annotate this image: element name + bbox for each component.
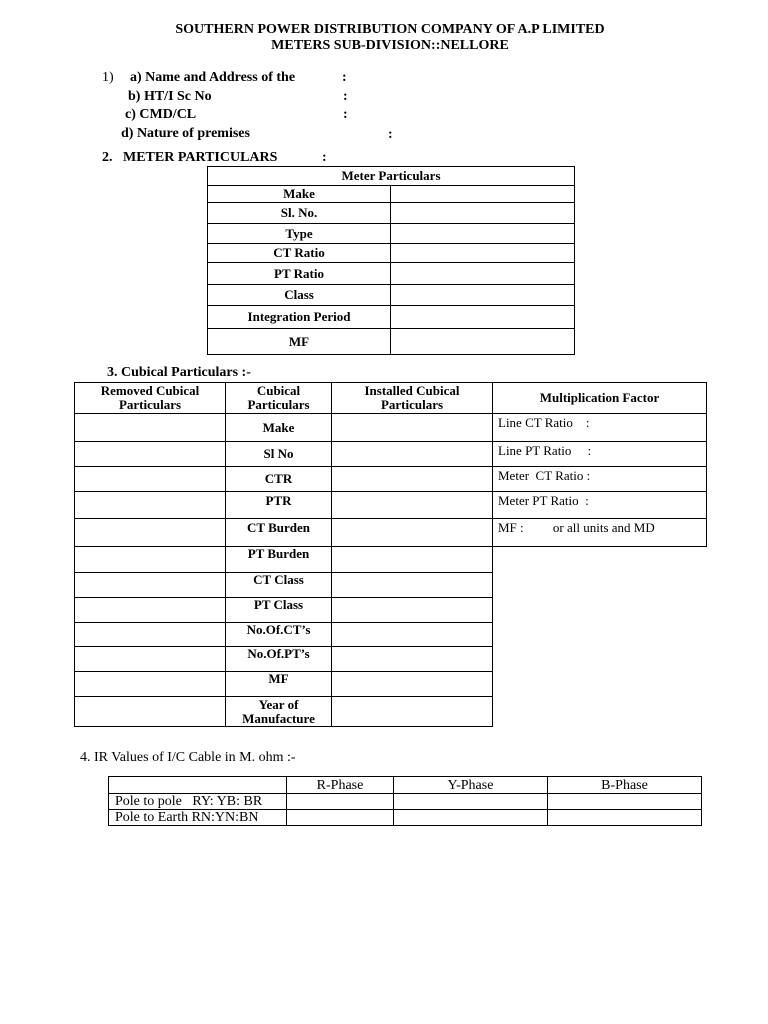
row-label-make: Make: [208, 186, 391, 203]
cubical-label-ct-class: CT Class: [226, 573, 332, 598]
cubical-label-make: Make: [226, 414, 332, 442]
value-cell-pt-ratio[interactable]: [391, 263, 575, 285]
removed-cell-pt-burden[interactable]: [75, 547, 226, 573]
mf-all-units-label: MF : or all units and MD: [493, 519, 707, 547]
meter-ct-ratio-label: Meter CT Ratio :: [493, 467, 707, 492]
table-row: [75, 442, 707, 467]
name-address-label: a) Name and Address of the: [130, 70, 296, 85]
cubical-label-ct-burden: CT Burden: [226, 519, 332, 547]
installed-cell-no-of-cts[interactable]: [332, 623, 493, 647]
ht-sc-no-colon: :: [343, 89, 348, 104]
ir-row-pole-to-pole: Pole to pole RY: YB: BR: [109, 794, 287, 810]
row-label-ct-ratio: CT Ratio: [208, 244, 391, 263]
removed-cell-make[interactable]: [75, 414, 226, 442]
ir-header-y-phase: Y-Phase: [394, 777, 548, 794]
installed-cell-sl-no[interactable]: [332, 442, 493, 467]
value-cell-type[interactable]: [391, 224, 575, 244]
table-row: [75, 467, 707, 492]
removed-cell-year[interactable]: [75, 697, 226, 727]
meter-particulars-table: [207, 166, 575, 355]
value-cell-integration-period[interactable]: [391, 306, 575, 329]
removed-cell-ctr[interactable]: [75, 467, 226, 492]
table-row: [75, 414, 707, 442]
meter-pt-ratio-label: Meter PT Ratio :: [493, 492, 707, 519]
meter-particulars-heading: 2. METER PARTICULARS: [102, 150, 278, 165]
table-row: [208, 244, 575, 263]
row-label-sl-no: Sl. No.: [208, 203, 391, 224]
meter-particulars-colon: :: [322, 150, 327, 165]
table-row: [75, 492, 707, 519]
ir-row-pole-to-earth: Pole to Earth RN:YN:BN: [109, 810, 287, 826]
installed-cubical-header: Installed Cubical Particulars: [332, 383, 493, 414]
value-cell-make[interactable]: [391, 186, 575, 203]
ir-cell-pp-r[interactable]: [287, 794, 394, 810]
nature-premises-label: d) Nature of premises: [121, 126, 250, 141]
installed-cell-ctr[interactable]: [332, 467, 493, 492]
ir-cell-pe-b[interactable]: [548, 810, 702, 826]
table-row: [208, 306, 575, 329]
cubical-label-mf: MF: [226, 672, 332, 697]
installed-cell-no-of-pts[interactable]: [332, 647, 493, 672]
removed-cell-ptr[interactable]: [75, 492, 226, 519]
table-row: [75, 598, 707, 623]
multiplication-factor-header: Multiplication Factor: [493, 383, 707, 414]
installed-cell-ptr[interactable]: [332, 492, 493, 519]
section-1-number: 1): [102, 70, 114, 85]
table-row: [75, 547, 707, 573]
cubical-label-ptr: PTR: [226, 492, 332, 519]
cubical-label-sl-no: Sl No: [226, 442, 332, 467]
table-row: [75, 672, 707, 697]
line-pt-ratio-label: Line PT Ratio :: [493, 442, 707, 467]
row-label-type: Type: [208, 224, 391, 244]
value-cell-mf[interactable]: [391, 329, 575, 355]
cmd-cl-label: c) CMD/CL: [125, 107, 197, 122]
installed-cell-mf[interactable]: [332, 672, 493, 697]
removed-cell-no-of-pts[interactable]: [75, 647, 226, 672]
ir-cell-pe-r[interactable]: [287, 810, 394, 826]
table-row: [109, 810, 702, 826]
nature-premises-colon: :: [388, 127, 393, 142]
line-ct-ratio-label: Line CT Ratio :: [493, 414, 707, 442]
table-row: [208, 203, 575, 224]
installed-cell-pt-class[interactable]: [332, 598, 493, 623]
cubical-particulars-table: [74, 382, 707, 727]
removed-cell-ct-class[interactable]: [75, 573, 226, 598]
installed-cell-ct-class[interactable]: [332, 573, 493, 598]
removed-cell-no-of-cts[interactable]: [75, 623, 226, 647]
ir-cell-pp-b[interactable]: [548, 794, 702, 810]
row-label-integration-period: Integration Period: [208, 306, 391, 329]
cubical-label-pt-burden: PT Burden: [226, 547, 332, 573]
name-address-colon: :: [342, 70, 347, 85]
ht-sc-no-label: b) HT/I Sc No: [128, 89, 212, 104]
table-row: [208, 285, 575, 306]
table-row: [208, 224, 575, 244]
table-row: [75, 623, 707, 647]
table-row: [109, 794, 702, 810]
removed-cubical-header: Removed Cubical Particulars: [75, 383, 226, 414]
removed-cell-sl-no[interactable]: [75, 442, 226, 467]
table-row: [75, 697, 707, 727]
installed-cell-ct-burden[interactable]: [332, 519, 493, 547]
installed-cell-make[interactable]: [332, 414, 493, 442]
removed-cell-pt-class[interactable]: [75, 598, 226, 623]
table-row: [75, 573, 707, 598]
ir-header-r-phase: R-Phase: [287, 777, 394, 794]
value-cell-sl-no[interactable]: [391, 203, 575, 224]
cmd-cl-colon: :: [343, 107, 348, 122]
cubical-label-pt-class: PT Class: [226, 598, 332, 623]
ir-header-b-phase: B-Phase: [548, 777, 702, 794]
removed-cell-mf[interactable]: [75, 672, 226, 697]
cubical-particulars-heading: 3. Cubical Particulars :-: [107, 365, 251, 380]
table-row: [208, 263, 575, 285]
cubical-label-year-of-manufacture: Year of Manufacture: [226, 697, 332, 727]
installed-cell-pt-burden[interactable]: [332, 547, 493, 573]
installed-cell-year[interactable]: [332, 697, 493, 727]
ir-header-blank: [109, 777, 287, 794]
meter-table-header: Meter Particulars: [208, 167, 575, 186]
table-row: [208, 186, 575, 203]
table-row: [208, 329, 575, 355]
row-label-mf: MF: [208, 329, 391, 355]
cubical-label-ctr: CTR: [226, 467, 332, 492]
table-row: [75, 519, 707, 547]
cubical-label-no-of-cts: No.Of.CT’s: [226, 623, 332, 647]
row-label-pt-ratio: PT Ratio: [208, 263, 391, 285]
cubical-label-no-of-pts: No.Of.PT’s: [226, 647, 332, 672]
row-label-class: Class: [208, 285, 391, 306]
value-cell-class[interactable]: [391, 285, 575, 306]
ir-cell-pp-y[interactable]: [394, 794, 548, 810]
ir-values-heading: 4. IR Values of I/C Cable in M. ohm :-: [80, 750, 296, 765]
value-cell-ct-ratio[interactable]: [391, 244, 575, 263]
cubical-header: Cubical Particulars: [226, 383, 332, 414]
sub-division-title: METERS SUB-DIVISION::NELLORE: [271, 38, 509, 53]
table-row: [75, 647, 707, 672]
removed-cell-ct-burden[interactable]: [75, 519, 226, 547]
ir-values-table: [108, 776, 702, 826]
ir-cell-pe-y[interactable]: [394, 810, 548, 826]
company-name: SOUTHERN POWER DISTRIBUTION COMPANY OF A.P LIMITED: [175, 22, 605, 37]
